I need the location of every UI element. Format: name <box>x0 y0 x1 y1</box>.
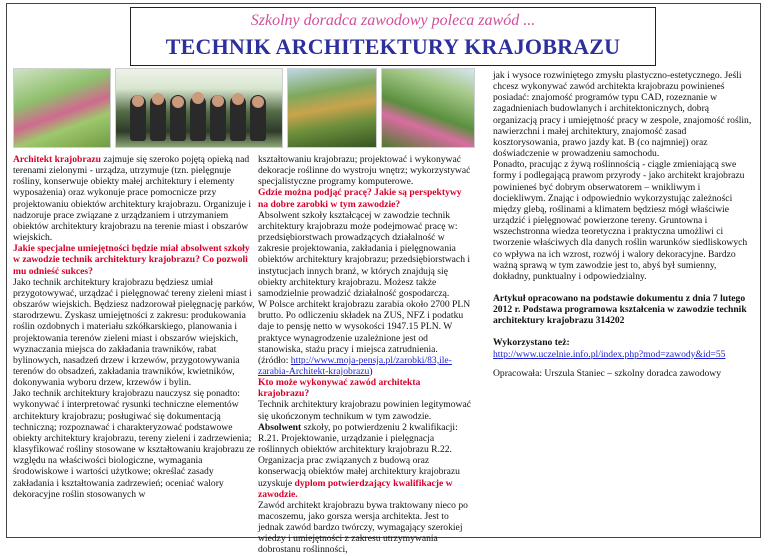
profession-paragraph: Zawód architekt krajobrazu bywa traktowany nieco po macoszemu, jako gorsza wersja architekta. Jest to jednak zawód bardzo twórczy, wymagający szerokiej wiedzy i umiejętności z zakresu utrzymywania dobrostanu roślinności, <box>258 499 468 556</box>
question-work: Gdzie można podjąć pracę? Jakie są perspektywy na dobre zarobki w tym zawodzie? <box>258 187 462 210</box>
work-paragraph: Absolwent szkoły kształcącej w zawodzie technik architektury krajobrazu może podejmować pracę w: przedsiębiorstwach prowadzących działalność w zakresie projektowania, zakładania i pielęgnowania obiektów architektury krajobrazu; przedsiębiorstwach i instytucjach innych branż, w których znajdują się obiekty architektury krajobrazu. Możesz także samodzielnie prowadzić działalność gospodarczą. <box>258 209 471 299</box>
header-box <box>130 7 656 66</box>
question-who: Kto może wykonywać zawód architekta krajobrazu? <box>258 377 421 400</box>
intro-paragraph: Architekt krajobrazu zajmuje się szeroko pojętą opieką nad terenami zielonymi - urządza, utrzymuje (tzn. pielęgnuje rośliny, konserwuje obiekty małej architektury i elementy wyposażenia) oraz wykonuje prace pomocnicze przy projektowaniu obiektów architektury krajobrazu. Organizuje i nadzoruje prace związane z urządzaniem i utrzymaniem obiektów architektury krajobrazu na terenie miast i obszarów wiejskich. <box>13 154 251 244</box>
qualification-paragraph: Technik architektury krajobrazu powinien legitymować się ukończonym technikum w tym zawodzie. Absolwent szkoły, po potwierdzeniu 2 kwalifikacji: R.21. Projektowanie, urządzanie i pielęgnacja roślinnych obiektów architektury krajobrazu R.22. Organizacja prac związanych z budową oraz konserwacją obiektów małej architektury krajobrazu uzyskuje dyplom potwierdzający kwalifikacje w zawodzie. <box>258 399 471 500</box>
garden-photo-1 <box>13 68 111 148</box>
group-photo <box>115 68 283 148</box>
salary-paragraph: W Polsce architekt krajobrazu zarabia około 2700 PLN brutto. Po odliczeniu składek na ZUS, NFZ i podatku daje to pensję netto w wysokości 1947.15 PLN. W praktyce wynagrodzenie uzależnione jest od stanowiska, stażu pracy i miejsca zatrudnienia. <box>258 299 471 355</box>
author-line: Opracowała: Urszula Staniec – szkolny doradca zawodowy <box>493 367 722 379</box>
lead-term: Architekt krajobrazu <box>13 154 102 165</box>
see-also-label: Wykorzystano też: <box>493 337 570 349</box>
diploma-text: dyplom potwierdzający kwalifikacje w zawodzie. <box>258 477 453 500</box>
learning-paragraph: Jako technik architektury krajobrazu nauczysz się ponadto: wykonywać i interpretować rysunki techniczne elementów architektury krajobrazu; posługiwać się dokumentacją techniczną; rozpoznawać i charakteryzować podstawowe obiekty architektury krajobrazu, tereny zieleni i zadrzewienia; klasyfikować rośliny stosowane w kształtowaniu krajobrazu ze względu na właściwości biologiczne, wymagania środowiskowe i wartości użytkowe; określać zasady zakładania i kształtowania zadrzewień; oceniać walory dekoracyjne roślin stosowanych w <box>13 388 255 500</box>
see-also-link[interactable]: http://www.uczelnie.info.pl/index.php?mod=zawody&id=55 <box>493 348 726 360</box>
continued-paragraph: kształtowaniu krajobrazu; projektować i wykonywać dekoracje roślinne do wystroju wnętrz; wykorzystywać specjalistyczne programy komputerowe. <box>258 154 471 188</box>
column-1 <box>13 154 255 500</box>
subtitle: Szkolny doradca zawodowy poleca zawód ... <box>250 12 536 29</box>
garden-photo-2 <box>287 68 377 148</box>
requirements-paragraph: jak i wysoce rozwiniętego zmysłu plastyczno-estetycznego. Jeśli chcesz wykonywać zawód architekta krajobrazu powinieneś posiadać: znajomość programów typu CAD, rozeznanie w zagadnieniach budowlanych i architektonicznych, dobrą organizacją pracy i umiejętność pracy w zespole, znajomość roślin, nawierzchni i małej architektury, znajomość zasad kosztorysowania, prawo jazdy kat. B (co najmniej) oraz doświadczenie w prowadzeniu samochodu. <box>493 70 752 160</box>
observer-paragraph: Ponadto, pracując z żywą roślinnością - ciągle zmieniającą swe formy i podlegającą prawom przyrody - jako architekt krajobrazu powinieneś być dobrym obserwatorem – wnikliwym i dociekliwym. Znając i odpowiednio wykorzystując zależności między glebą, roślinami a klimatem będziesz mógł właściwie urządzić i pielęgnować powierzone tereny. Gruntowna i wszechstronna wiedza teoretyczna i praktyczna umożliwi ci tworzenie właściwych dla danych roślin warunków siedliskowych co wpływa na ich wzrost, rozwój i walory dekoracyjne. Bardzo ważną sprawą w tym zawodzie jest to, abyś był sumienny, dokładny, punktualny i odpowiedzialny. <box>493 159 748 282</box>
source-link[interactable]: http://www.moja-pensja.pl/zarobki/83,ile-zarabia-Architekt-krajobrazu <box>258 354 452 377</box>
skills-paragraph: Jako technik architektury krajobrazu będziesz umiał przygotowywać, urządzać i pielęgnować tereny zieleni miast i obszarów wiejskich. Będziesz nadzorował pielęgnację parków, starodrzewu. Zyskasz umiejętności z zakresu: produkowania roślin ozdobnych i materiału szkółkarskiego, planowania i projektowania terenów zieleni miast i obszarów wiejskich, wyznaczania miejsca do zakładania trawników, rabat bylinowych, nasadzeń drzew i krzewów, przygotowywania terenów do obsadzeń, zakładania trawników, kwietników, dokonywania wyboru drzew, krzewów i bylin. <box>13 276 255 389</box>
source-line: (źródło: http://www.moja-pensja.pl/zarobki/83,ile-zarabia-Architekt-krajobrazu) <box>258 354 452 377</box>
column-3 <box>493 70 755 379</box>
source-note: Artykuł opracowano na podstawie dokumentu z dnia 7 lutego 2012 r. Podstawa programowa kształcenia w zawodzie technik architektury krajobrazu 314202 <box>493 292 747 327</box>
column-2 <box>258 154 472 556</box>
photo-strip <box>13 68 475 148</box>
question-skills: Jakie specjalne umiejętności będzie miał absolwent szkoły w zawodzie technik architektury krajobrazu? Co pozwoli mu odnieść sukces? <box>13 243 250 277</box>
page-title: TECHNIK ARCHITEKTURY KRAJOBRAZU <box>165 34 621 59</box>
garden-photo-3 <box>381 68 475 148</box>
